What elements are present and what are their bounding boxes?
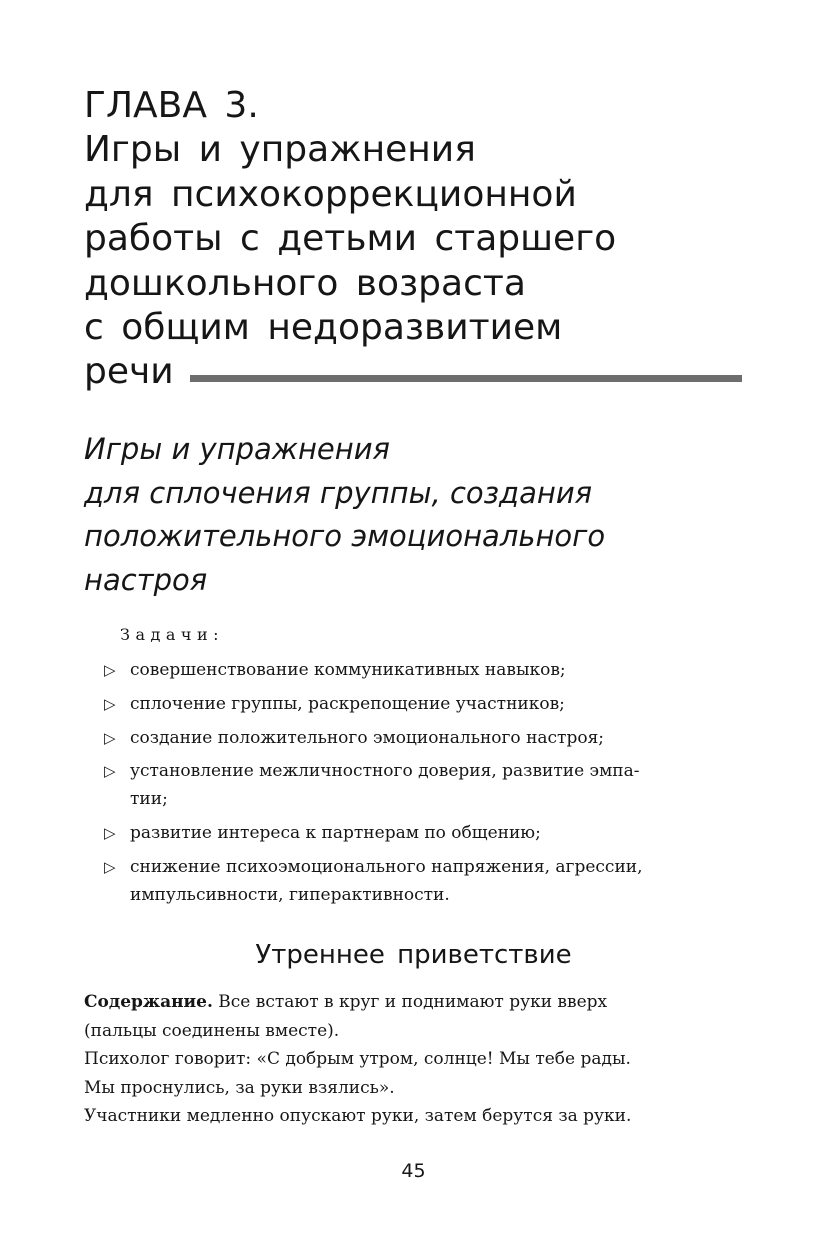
content-text: Все встают в круг и поднимают руки вверх (пальцы соединены вместе). [84,992,608,1041]
section-heading-line: для сплочения группы, создания [84,475,593,510]
list-item [104,690,750,718]
game-title: Утреннее приветствие [255,940,572,970]
page-number: 45 [401,1160,426,1182]
chapter-heading-line: для психокоррекционной [84,173,577,215]
list-item [104,853,750,909]
triangle-right-icon: ▷ [104,694,116,713]
chapter-heading-line: речи [84,351,174,393]
chapter-heading-line: Игры и упражнения [84,129,476,171]
chapter-heading-line: ГЛАВА 3. [84,85,259,126]
tasks-label: Задачи: [120,625,225,644]
chapter-heading-line: работы с детьми старшего [84,218,617,260]
triangle-right-icon: ▷ [104,762,116,781]
game-content-paragraph [84,988,744,1045]
list-item-text: совершенствование коммуникативных навыков; [130,660,566,680]
triangle-right-icon: ▷ [104,661,116,679]
list-item-text: развитие интереса к партнерам по общению; [130,823,541,844]
section-heading-line: Игры и упражнения [84,432,391,466]
game-paragraph: Участники медленно опускают руки, затем берутся за руки. [84,1106,632,1126]
list-item [104,757,750,813]
section-heading-line: положительного эмоционального [84,519,606,553]
content-label: Содержание. [84,992,213,1012]
triangle-right-icon: ▷ [104,728,116,747]
triangle-right-icon: ▷ [104,857,116,876]
list-item [104,819,750,847]
chapter-heading-last-line [84,350,764,394]
chapter-heading-line: с общим недоразвитием [84,307,563,349]
list-item-text: установление межличностного доверия, развитие эмпа- тии; [130,761,640,810]
list-item [104,656,750,684]
list-item [104,724,750,752]
tasks-list [104,656,750,915]
list-item-text: сплочение группы, раскрепощение участников; [130,693,565,714]
list-item-text: создание положительного эмоционального настроя; [130,727,605,748]
section-heading-line: настроя [84,562,208,597]
chapter-heading-line: дошкольного возраста [84,262,526,304]
chapter-rule-divider [190,375,742,382]
triangle-right-icon: ▷ [104,824,116,843]
list-item-text: снижение психоэмоционального напряжения, агрессии, импульсивности, гиперактивности. [130,856,643,905]
game-paragraph: Психолог говорит: «С добрым утром, солнце! Мы тебе рады. Мы проснулись, за руки взялись». [84,1049,631,1098]
chapter-heading [84,84,764,395]
section-heading [84,428,764,602]
